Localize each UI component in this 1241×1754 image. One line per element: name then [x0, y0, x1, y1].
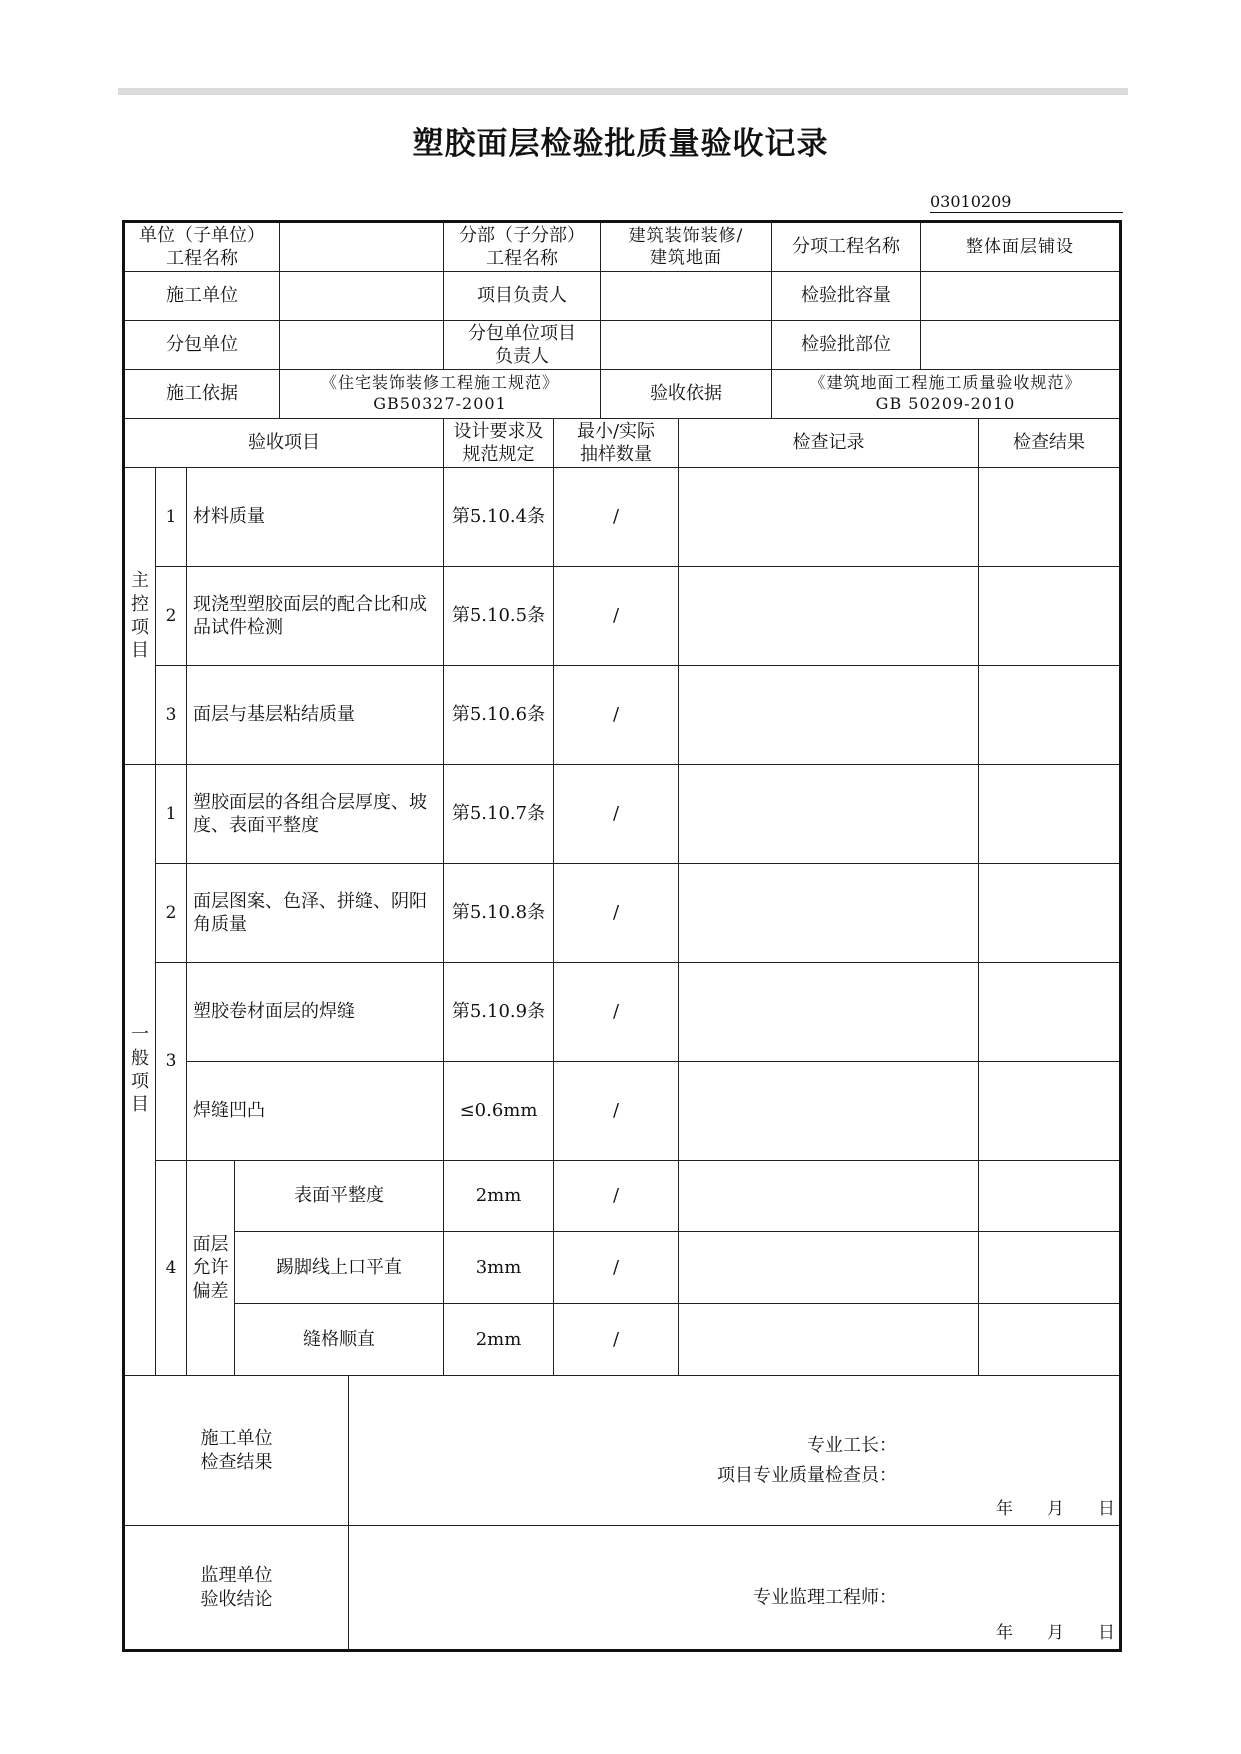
- general-group-label: 一般项目: [125, 765, 156, 1376]
- main-item-1-no: 1: [156, 468, 187, 567]
- tolerance-row-2-spec: 3mm: [444, 1232, 554, 1304]
- weld-bump-spec: ≤0.6mm: [444, 1062, 554, 1161]
- general-item-3-result[interactable]: [979, 963, 1119, 1062]
- construction-basis-label: 施工依据: [125, 370, 280, 419]
- main-item-3-name: 面层与基层粘结质量: [187, 666, 444, 765]
- general-item-3-spec: 第5.10.9条: [444, 963, 554, 1062]
- col-design-header: 设计要求及 规范规定: [444, 419, 554, 468]
- tolerance-row-1-name: 表面平整度: [235, 1161, 444, 1232]
- tolerance-row-1-spec: 2mm: [444, 1161, 554, 1232]
- foreman-label: 专业工长：: [807, 1435, 897, 1456]
- supervisor-check-label: 监理单位 验收结论: [125, 1526, 349, 1649]
- document-title: 塑胶面层检验批质量验收记录: [412, 126, 829, 162]
- unit-name-label: 单位（子单位） 工程名称: [125, 223, 280, 272]
- division-name-label: 分部（子分部） 工程名称: [444, 223, 601, 272]
- general-item-2-result[interactable]: [979, 864, 1119, 963]
- main-control-group-label: 主控项目: [125, 468, 156, 765]
- top-rule: [118, 88, 1128, 95]
- form-code: 03010209: [930, 192, 1123, 213]
- tolerance-row-2-sample[interactable]: /: [554, 1232, 679, 1304]
- main-item-1-spec: 第5.10.4条: [444, 468, 554, 567]
- tolerance-row-2-result[interactable]: [979, 1232, 1119, 1304]
- col-item-header: 验收项目: [125, 419, 444, 468]
- contractor-check-label: 施工单位 检查结果: [125, 1376, 349, 1526]
- tolerance-row-1-sample[interactable]: /: [554, 1161, 679, 1232]
- general-item-1-spec: 第5.10.7条: [444, 765, 554, 864]
- tolerance-row-2-record[interactable]: [679, 1232, 979, 1304]
- general-item-1-no: 1: [156, 765, 187, 864]
- main-item-2-name: 现浇型塑胶面层的配合比和成品试件检测: [187, 567, 444, 666]
- acceptance-basis-label: 验收依据: [601, 370, 772, 419]
- tolerance-group-label: 面层允许偏差: [187, 1161, 235, 1376]
- general-item-2-sample[interactable]: /: [554, 864, 679, 963]
- main-item-1-result[interactable]: [979, 468, 1119, 567]
- project-manager-field[interactable]: [601, 272, 772, 321]
- unit-name-field[interactable]: [280, 223, 444, 272]
- main-item-2-no: 2: [156, 567, 187, 666]
- batch-capacity-field[interactable]: [921, 272, 1119, 321]
- col-record-header: 检查记录: [679, 419, 979, 468]
- subitem-name-field[interactable]: 整体面层铺设: [921, 223, 1119, 272]
- supervisor-check-area[interactable]: [349, 1526, 1119, 1649]
- general-item-4-no: 4: [156, 1161, 187, 1376]
- general-item-1-sample[interactable]: /: [554, 765, 679, 864]
- quality-inspector-label: 项目专业质量检查员：: [717, 1465, 897, 1486]
- tolerance-row-3-name: 缝格顺直: [235, 1304, 444, 1376]
- tolerance-row-1-result[interactable]: [979, 1161, 1119, 1232]
- contractor-field[interactable]: [280, 272, 444, 321]
- general-item-2-spec: 第5.10.8条: [444, 864, 554, 963]
- inspection-form: [122, 220, 1122, 1652]
- project-manager-label: 项目负责人: [444, 272, 601, 321]
- weld-bump-sample[interactable]: /: [554, 1062, 679, 1161]
- main-item-3-spec: 第5.10.6条: [444, 666, 554, 765]
- acceptance-basis-field[interactable]: 《建筑地面工程施工质量验收规范》 GB 50209-2010: [772, 370, 1119, 419]
- general-item-2-no: 2: [156, 864, 187, 963]
- tolerance-row-3-spec: 2mm: [444, 1304, 554, 1376]
- general-item-3-sample[interactable]: /: [554, 963, 679, 1062]
- batch-location-label: 检验批部位: [772, 321, 921, 370]
- general-item-3-no: 3: [156, 963, 187, 1161]
- general-item-1-record[interactable]: [679, 765, 979, 864]
- main-item-1-name: 材料质量: [187, 468, 444, 567]
- tolerance-row-3-sample[interactable]: /: [554, 1304, 679, 1376]
- subitem-name-label: 分项工程名称: [772, 223, 921, 272]
- general-item-2-name: 面层图案、色泽、拼缝、阴阳角质量: [187, 864, 444, 963]
- sub-manager-field[interactable]: [601, 321, 772, 370]
- division-name-field[interactable]: 建筑装饰装修/ 建筑地面: [601, 223, 772, 272]
- batch-location-field[interactable]: [921, 321, 1119, 370]
- main-item-2-result[interactable]: [979, 567, 1119, 666]
- main-item-1-sample[interactable]: /: [554, 468, 679, 567]
- general-item-3-record[interactable]: [679, 963, 979, 1062]
- tolerance-row-1-record[interactable]: [679, 1161, 979, 1232]
- subcontractor-field[interactable]: [280, 321, 444, 370]
- weld-bump-result[interactable]: [979, 1062, 1119, 1161]
- main-item-3-sample[interactable]: /: [554, 666, 679, 765]
- construction-basis-field[interactable]: 《住宅装饰装修工程施工规范》 GB50327-2001: [280, 370, 601, 419]
- batch-capacity-label: 检验批容量: [772, 272, 921, 321]
- tolerance-row-3-result[interactable]: [979, 1304, 1119, 1376]
- supervising-engineer-label: 专业监理工程师：: [753, 1587, 897, 1608]
- main-item-3-no: 3: [156, 666, 187, 765]
- general-item-3-name: 塑胶卷材面层的焊缝: [187, 963, 444, 1062]
- main-item-2-spec: 第5.10.5条: [444, 567, 554, 666]
- tolerance-row-2-name: 踢脚线上口平直: [235, 1232, 444, 1304]
- main-item-2-record[interactable]: [679, 567, 979, 666]
- contractor-date: 年 月 日: [996, 1499, 1115, 1519]
- main-item-2-sample[interactable]: /: [554, 567, 679, 666]
- supervisor-date: 年 月 日: [996, 1623, 1115, 1643]
- general-item-2-record[interactable]: [679, 864, 979, 963]
- general-item-1-result[interactable]: [979, 765, 1119, 864]
- general-item-1-name: 塑胶面层的各组合层厚度、坡度、表面平整度: [187, 765, 444, 864]
- contractor-label: 施工单位: [125, 272, 280, 321]
- contractor-check-area[interactable]: [349, 1376, 1119, 1526]
- sub-manager-label: 分包单位项目 负责人: [444, 321, 601, 370]
- col-result-header: 检查结果: [979, 419, 1119, 468]
- col-sample-header: 最小/实际 抽样数量: [554, 419, 679, 468]
- tolerance-row-3-record[interactable]: [679, 1304, 979, 1376]
- subcontractor-label: 分包单位: [125, 321, 280, 370]
- weld-bump-name: 焊缝凹凸: [187, 1062, 444, 1161]
- main-item-3-result[interactable]: [979, 666, 1119, 765]
- main-item-1-record[interactable]: [679, 468, 979, 567]
- weld-bump-record[interactable]: [679, 1062, 979, 1161]
- main-item-3-record[interactable]: [679, 666, 979, 765]
